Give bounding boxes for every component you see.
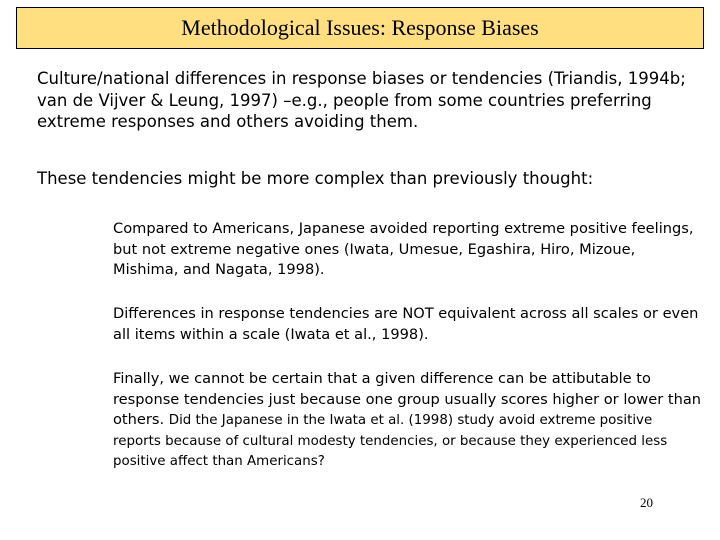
slide-title	[16, 7, 704, 49]
point-3-detail: Did the Japanese in the Iwata et al. (1998) study avoid extreme positive reports because of cultural modesty tendencies, or because they experienced less positive affect than Americans?	[113, 413, 668, 469]
point-2: Differences in response tendencies are NOT equivalent across all scales or even all items within a scale (Iwata et al., 1998).	[113, 305, 699, 343]
slide-title-text: Methodological Issues: Response Biases	[181, 15, 539, 40]
lead-paragraph: These tendencies might be more complex than previously thought:	[37, 169, 594, 188]
point-1: Compared to Americans, Japanese avoided reporting extreme positive feelings, but not extreme negative ones (Iwata, Umesue, Egashira, Hiro, Mizoue, Mishima, and Nagata, 1998).	[113, 220, 694, 278]
intro-paragraph: Culture/national differences in response biases or tendencies (Triandis, 1994b; van de Vijver & Leung, 1997) –e.g., people from some countries preferring extreme responses and others avoiding them.	[37, 69, 686, 131]
point-3	[113, 369, 703, 472]
page-number: 20	[640, 495, 653, 510]
point-3-main: Finally, we cannot be certain that a given difference can be attibutable to response tendencies just because one group usually scores higher or lower than others.	[113, 370, 702, 428]
